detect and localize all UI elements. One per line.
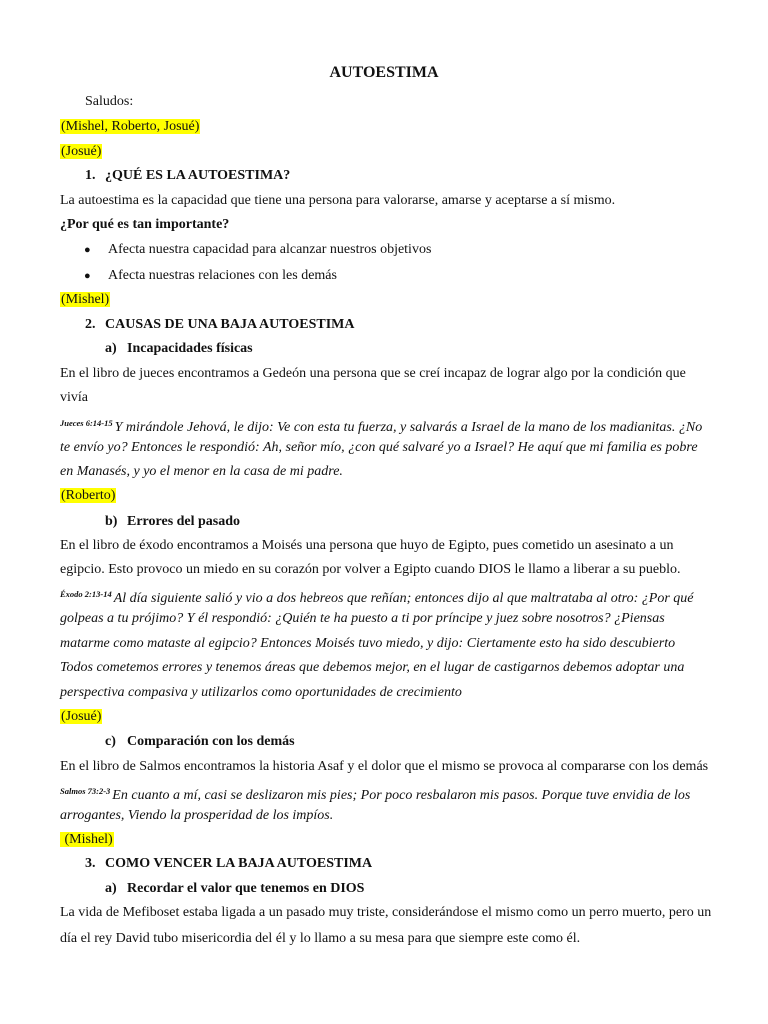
paragraph: En el libro de jueces encontramos a Gedeón una persona que se creí incapaz de lograr algo por la condición que	[60, 366, 686, 381]
bible-quote: $^{Salmos 73:2-3}$ En cuanto a mí, casi se deslizaron mis pies; Por poco resbalaron mis pasos. Porque tuve envidia de los	[60, 786, 691, 803]
bible-quote: golpeas a tu prójimo? Y él respondió: ¿Quién te ha puesto a ti por príncipe y juez sobre nosotros? ¿Piensas	[60, 611, 665, 626]
section-2-heading: 2. CAUSAS DE UNA BAJA AUTOESTIMA	[85, 317, 355, 332]
subsection-heading: b) Errores del pasado	[105, 514, 241, 529]
paragraph: La vida de Mefiboset estaba ligada a un pasado muy triste, considerándose el mismo como un perro muerto, pero un	[60, 905, 712, 920]
section-1-heading: 1. ¿QUÉ ES LA AUTOESTIMA?	[85, 168, 291, 183]
subsection-heading: c) Comparación con los demás	[105, 734, 295, 749]
verse-reference: Jueces 6:14-15	[60, 418, 113, 428]
verse-reference: Salmos 73:2-3	[60, 786, 111, 796]
bible-quote: arrogantes, Viendo la prosperidad de los impíos.	[60, 808, 334, 823]
bullet-icon: ●	[84, 270, 91, 282]
speaker-tag: (Roberto)	[61, 488, 116, 503]
greeting: Saludos:	[85, 94, 134, 109]
bullet-icon: ●	[84, 244, 91, 256]
speaker-tag: (Mishel)	[61, 292, 110, 307]
verse-reference: Éxodo 2:13-14	[60, 589, 112, 599]
subheading-question: ¿Por qué es tan importante?	[60, 217, 230, 232]
list-item: ● Afecta nuestras relaciones con les demás	[84, 266, 337, 286]
bible-quote: en Manasés, y yo el menor en la casa de mi padre.	[60, 464, 343, 479]
speaker-tag: (Josué)	[61, 709, 102, 724]
speaker-tag: (Mishel, Roberto, Josué)	[61, 119, 200, 134]
paragraph-italic: Todos cometemos errores y tenemos áreas que debemos mejor, en el lugar de castigarnos debemos adoptar una	[60, 660, 685, 675]
paragraph-italic: perspectiva compasiva y utilizarlos como oportunidades de crecimiento	[60, 685, 462, 700]
speaker-tag: (Mishel)	[61, 832, 113, 847]
bible-quote: matarme como mataste al egipcio? Entonces Moisés tuvo miedo, y dijo: Ciertamente esto ha sido descubierto	[60, 636, 676, 651]
paragraph: En el libro de Salmos encontramos la historia Asaf y el dolor que el mismo se provoca al compararse con los demás	[60, 759, 709, 774]
document-title: AUTOESTIMA	[329, 64, 439, 81]
subsection-heading: a) Recordar el valor que tenemos en DIOS	[105, 881, 365, 896]
bible-quote: $^{Éxodo 2:13-14}$ Al día siguiente salió y vio a dos hebreos que reñían; entonces dijo al que maltrataba al otro: ¿Por qué	[60, 589, 694, 606]
bible-quote: te envío yo? Entonces le respondió: Ah, señor mío, ¿con qué salvaré yo a Israel? He aquí que mi familia es pobre	[60, 440, 698, 455]
speaker-tag: (Josué)	[61, 144, 102, 159]
paragraph: vivía	[60, 390, 88, 405]
paragraph: En el libro de éxodo encontramos a Moisés una persona que huyo de Egipto, pues cometido un asesinato a un	[60, 538, 674, 553]
list-item: ● Afecta nuestra capacidad para alcanzar nuestros objetivos	[84, 240, 431, 260]
paragraph: La autoestima es la capacidad que tiene una persona para valorarse, amarse y aceptarse a sí mismo.	[60, 193, 616, 208]
bible-quote: $^{Jueces 6:14-15}$ Y mirándole Jehová, le dijo: Ve con esta tu fuerza, y salvarás a Israel de la mano de los madianitas. ¿No	[60, 418, 703, 435]
paragraph: día el rey David tubo misericordia del él y lo llamo a su mesa para que siempre este como él.	[60, 931, 581, 946]
section-3-heading: 3. COMO VENCER LA BAJA AUTOESTIMA	[85, 856, 373, 871]
paragraph: egipcio. Esto provoco un miedo en su corazón por volver a Egipto cuando DIOS le llamo a liberar a su pueblo.	[60, 562, 681, 577]
subsection-heading: a) Incapacidades físicas	[105, 341, 253, 356]
